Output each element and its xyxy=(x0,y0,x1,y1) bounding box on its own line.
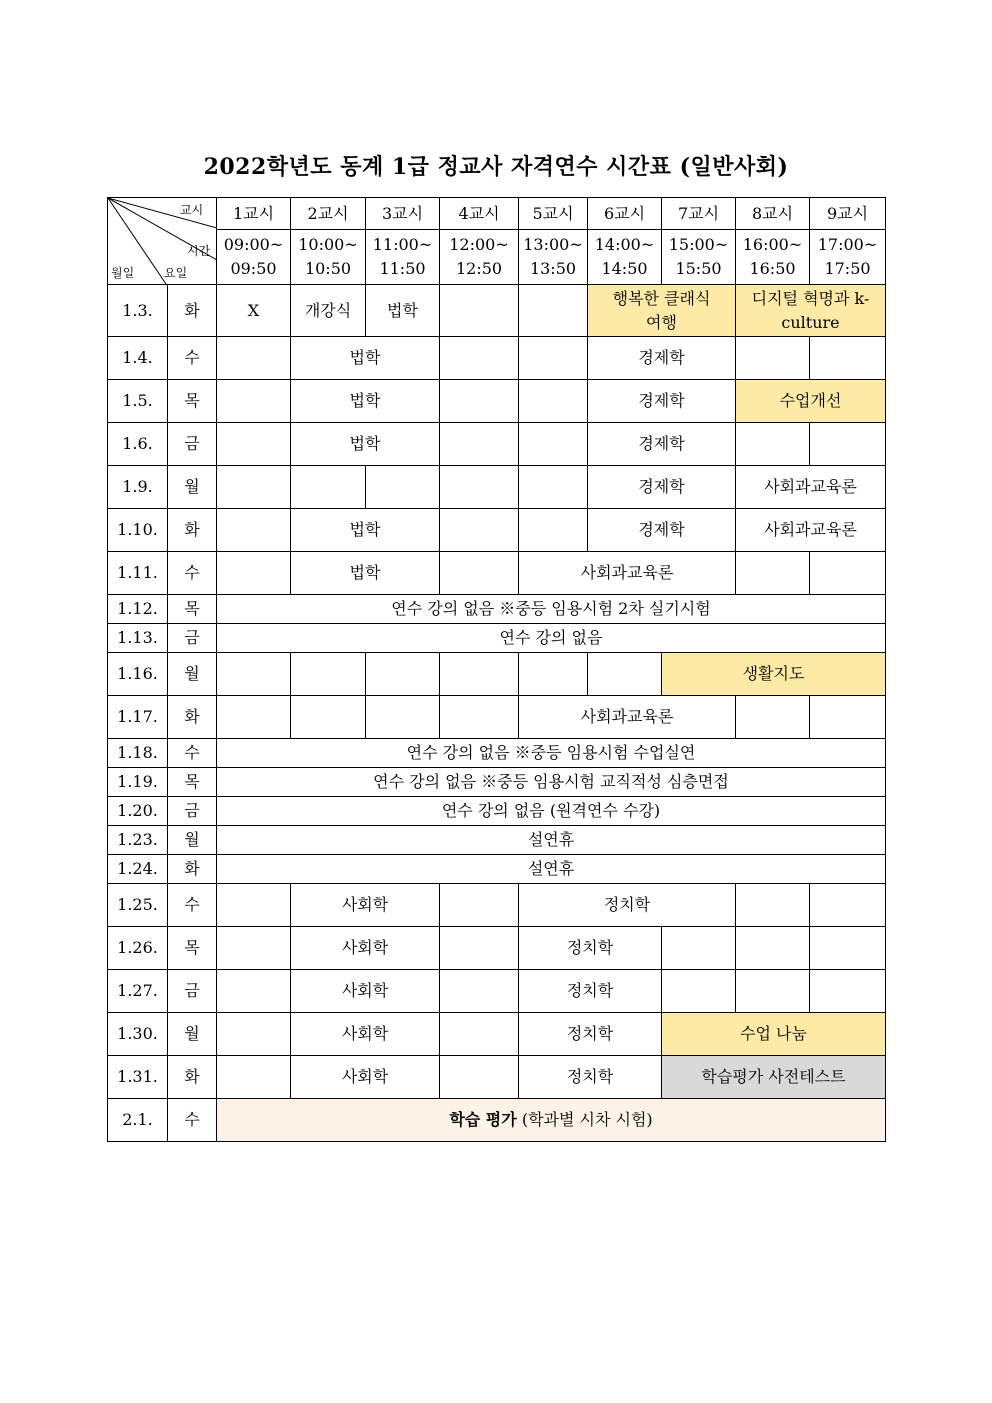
row-weekday: 금 xyxy=(168,797,217,826)
row-date: 1.30. xyxy=(108,1013,168,1056)
schedule-cell: 정치학 xyxy=(519,970,662,1013)
schedule-cell xyxy=(519,337,588,380)
header-corner xyxy=(108,198,217,285)
schedule-cell xyxy=(217,653,291,696)
row-weekday: 월 xyxy=(168,1013,217,1056)
schedule-cell: 정치학 xyxy=(519,1056,662,1099)
row-weekday: 수 xyxy=(168,884,217,927)
schedule-cell xyxy=(440,696,519,739)
schedule-cell: 사회과교육론 xyxy=(736,509,886,552)
period-time-5: 13:00~ 13:50 xyxy=(519,230,588,285)
schedule-cell xyxy=(440,285,519,337)
period-time-8: 16:00~ 16:50 xyxy=(736,230,810,285)
row-weekday: 목 xyxy=(168,927,217,970)
schedule-cell xyxy=(810,927,886,970)
schedule-cell: 사회학 xyxy=(291,1056,440,1099)
schedule-cell: 경제학 xyxy=(588,337,736,380)
notice-cell: 연수 강의 없음 xyxy=(217,624,886,653)
schedule-cell xyxy=(810,337,886,380)
schedule-cell: 행복한 클래식 여행 xyxy=(588,285,736,337)
row-date: 1.4. xyxy=(108,337,168,380)
period-time-9: 17:00~ 17:50 xyxy=(810,230,886,285)
table-row xyxy=(108,595,886,624)
row-date: 1.31. xyxy=(108,1056,168,1099)
notice-cell: 설연휴 xyxy=(217,826,886,855)
table-row xyxy=(108,509,886,552)
exam-title: 학습 평가 xyxy=(449,1110,517,1129)
schedule-cell xyxy=(736,552,810,595)
schedule-cell xyxy=(810,884,886,927)
row-weekday: 화 xyxy=(168,855,217,884)
schedule-cell: 생활지도 xyxy=(662,653,886,696)
table-row xyxy=(108,826,886,855)
period-time-1: 09:00~ 09:50 xyxy=(217,230,291,285)
schedule-cell: 사회학 xyxy=(291,970,440,1013)
schedule-cell xyxy=(217,337,291,380)
corner-time-label: 시간 xyxy=(187,244,211,258)
row-date: 1.25. xyxy=(108,884,168,927)
schedule-cell xyxy=(519,285,588,337)
row-weekday: 화 xyxy=(168,509,217,552)
row-weekday: 화 xyxy=(168,285,217,337)
row-weekday: 목 xyxy=(168,380,217,423)
schedule-cell: 사회과교육론 xyxy=(519,552,736,595)
schedule-cell: 사회학 xyxy=(291,927,440,970)
schedule-cell xyxy=(736,884,810,927)
notice-cell: 설연휴 xyxy=(217,855,886,884)
row-date: 1.24. xyxy=(108,855,168,884)
schedule-cell: 정치학 xyxy=(519,1013,662,1056)
row-date: 1.6. xyxy=(108,423,168,466)
schedule-cell xyxy=(519,509,588,552)
schedule-cell xyxy=(519,423,588,466)
schedule-cell xyxy=(519,466,588,509)
period-header-8: 8교시 xyxy=(736,198,810,230)
schedule-cell: 사회과교육론 xyxy=(519,696,736,739)
schedule-cell xyxy=(217,380,291,423)
table-row xyxy=(108,1099,886,1142)
schedule-cell: 디지털 혁명과 k-culture xyxy=(736,285,886,337)
row-weekday: 수 xyxy=(168,1099,217,1142)
schedule-cell xyxy=(440,653,519,696)
schedule-cell xyxy=(519,653,588,696)
table-row xyxy=(108,466,886,509)
corner-weekday-label: 요일 xyxy=(164,266,188,280)
period-time-4: 12:00~ 12:50 xyxy=(440,230,519,285)
row-weekday: 월 xyxy=(168,653,217,696)
schedule-cell xyxy=(217,927,291,970)
schedule-cell: 경제학 xyxy=(588,466,736,509)
row-weekday: 수 xyxy=(168,337,217,380)
corner-period-label: 교시 xyxy=(180,203,204,217)
table-row xyxy=(108,624,886,653)
table-row xyxy=(108,552,886,595)
row-weekday: 금 xyxy=(168,423,217,466)
schedule-cell xyxy=(736,696,810,739)
table-row xyxy=(108,1056,886,1099)
schedule-cell: 정치학 xyxy=(519,884,736,927)
schedule-cell: 경제학 xyxy=(588,380,736,423)
notice-cell: 연수 강의 없음 (원격연수 수강) xyxy=(217,797,886,826)
row-date: 1.11. xyxy=(108,552,168,595)
schedule-cell xyxy=(440,337,519,380)
notice-cell: 연수 강의 없음 ※중등 임용시험 수업실연 xyxy=(217,739,886,768)
schedule-cell xyxy=(291,466,366,509)
schedule-cell: 정치학 xyxy=(519,927,662,970)
row-weekday: 목 xyxy=(168,768,217,797)
row-weekday: 수 xyxy=(168,739,217,768)
period-header-6: 6교시 xyxy=(588,198,662,230)
schedule-cell xyxy=(810,696,886,739)
schedule-cell xyxy=(440,466,519,509)
period-time-7: 15:00~ 15:50 xyxy=(662,230,736,285)
row-date: 1.5. xyxy=(108,380,168,423)
period-time-3: 11:00~ 11:50 xyxy=(366,230,440,285)
exam-cell xyxy=(217,1099,886,1142)
schedule-cell: 학습평가 사전테스트 xyxy=(662,1056,886,1099)
schedule-cell: 법학 xyxy=(291,423,440,466)
schedule-cell xyxy=(366,696,440,739)
schedule-cell xyxy=(366,653,440,696)
schedule-cell xyxy=(440,380,519,423)
row-date: 1.17. xyxy=(108,696,168,739)
schedule-cell xyxy=(217,1056,291,1099)
table-row xyxy=(108,337,886,380)
row-weekday: 화 xyxy=(168,1056,217,1099)
table-row xyxy=(108,855,886,884)
schedule-cell: 사회학 xyxy=(291,1013,440,1056)
period-header-4: 4교시 xyxy=(440,198,519,230)
period-header-3: 3교시 xyxy=(366,198,440,230)
schedule-cell: 사회과교육론 xyxy=(736,466,886,509)
schedule-cell xyxy=(810,423,886,466)
row-weekday: 목 xyxy=(168,595,217,624)
table-row xyxy=(108,797,886,826)
schedule-cell xyxy=(662,927,736,970)
schedule-cell xyxy=(440,927,519,970)
schedule-cell: X xyxy=(217,285,291,337)
table-row xyxy=(108,927,886,970)
row-date: 1.13. xyxy=(108,624,168,653)
row-date: 2.1. xyxy=(108,1099,168,1142)
table-row xyxy=(108,653,886,696)
schedule-cell xyxy=(519,380,588,423)
schedule-cell xyxy=(291,653,366,696)
schedule-cell: 경제학 xyxy=(588,423,736,466)
row-date: 1.18. xyxy=(108,739,168,768)
schedule-cell: 법학 xyxy=(291,380,440,423)
schedule-cell xyxy=(366,466,440,509)
row-date: 1.20. xyxy=(108,797,168,826)
period-time-2: 10:00~ 10:50 xyxy=(291,230,366,285)
schedule-cell xyxy=(291,696,366,739)
schedule-cell xyxy=(217,970,291,1013)
schedule-cell xyxy=(440,423,519,466)
schedule-cell xyxy=(217,552,291,595)
table-row xyxy=(108,423,886,466)
schedule-cell xyxy=(440,1056,519,1099)
row-date: 1.9. xyxy=(108,466,168,509)
schedule-cell: 법학 xyxy=(291,552,440,595)
schedule-cell: 수업 나눔 xyxy=(662,1013,886,1056)
schedule-cell xyxy=(440,1013,519,1056)
schedule-cell xyxy=(217,884,291,927)
table-row xyxy=(108,884,886,927)
schedule-cell xyxy=(217,509,291,552)
schedule-cell xyxy=(736,423,810,466)
table-row xyxy=(108,970,886,1013)
schedule-cell: 개강식 xyxy=(291,285,366,337)
schedule-cell: 법학 xyxy=(291,337,440,380)
schedule-cell: 법학 xyxy=(291,509,440,552)
row-date: 1.23. xyxy=(108,826,168,855)
timetable xyxy=(107,197,886,1142)
row-weekday: 월 xyxy=(168,826,217,855)
schedule-cell xyxy=(217,466,291,509)
row-date: 1.16. xyxy=(108,653,168,696)
period-header-9: 9교시 xyxy=(810,198,886,230)
schedule-cell xyxy=(217,696,291,739)
row-weekday: 금 xyxy=(168,970,217,1013)
schedule-cell xyxy=(810,970,886,1013)
row-date: 1.3. xyxy=(108,285,168,337)
table-row xyxy=(108,1013,886,1056)
schedule-cell xyxy=(440,970,519,1013)
schedule-cell: 법학 xyxy=(366,285,440,337)
schedule-cell xyxy=(440,509,519,552)
table-row xyxy=(108,768,886,797)
row-weekday: 수 xyxy=(168,552,217,595)
period-time-6: 14:00~ 14:50 xyxy=(588,230,662,285)
period-header-1: 1교시 xyxy=(217,198,291,230)
schedule-cell xyxy=(440,884,519,927)
table-row xyxy=(108,285,886,337)
schedule-cell xyxy=(736,337,810,380)
row-date: 1.19. xyxy=(108,768,168,797)
notice-cell: 연수 강의 없음 ※중등 임용시험 2차 실기시험 xyxy=(217,595,886,624)
page-title: 2022학년도 동계 1급 정교사 자격연수 시간표 (일반사회) xyxy=(203,154,789,180)
schedule-cell xyxy=(217,1013,291,1056)
row-weekday: 금 xyxy=(168,624,217,653)
schedule-cell xyxy=(810,552,886,595)
schedule-cell xyxy=(736,970,810,1013)
table-row xyxy=(108,739,886,768)
schedule-cell xyxy=(588,653,662,696)
period-header-7: 7교시 xyxy=(662,198,736,230)
schedule-cell: 수업개선 xyxy=(736,380,886,423)
schedule-cell xyxy=(662,970,736,1013)
period-header-5: 5교시 xyxy=(519,198,588,230)
schedule-cell: 경제학 xyxy=(588,509,736,552)
exam-note: (학과별 시차 시험) xyxy=(516,1110,653,1129)
row-date: 1.12. xyxy=(108,595,168,624)
table-row xyxy=(108,380,886,423)
row-weekday: 화 xyxy=(168,696,217,739)
row-date: 1.27. xyxy=(108,970,168,1013)
row-date: 1.10. xyxy=(108,509,168,552)
schedule-cell xyxy=(217,423,291,466)
notice-cell: 연수 강의 없음 ※중등 임용시험 교직적성 심층면접 xyxy=(217,768,886,797)
schedule-cell: 사회학 xyxy=(291,884,440,927)
table-row xyxy=(108,696,886,739)
schedule-cell xyxy=(736,927,810,970)
row-date: 1.26. xyxy=(108,927,168,970)
period-header-2: 2교시 xyxy=(291,198,366,230)
corner-date-label: 월일 xyxy=(111,266,135,280)
row-weekday: 월 xyxy=(168,466,217,509)
schedule-cell xyxy=(440,552,519,595)
